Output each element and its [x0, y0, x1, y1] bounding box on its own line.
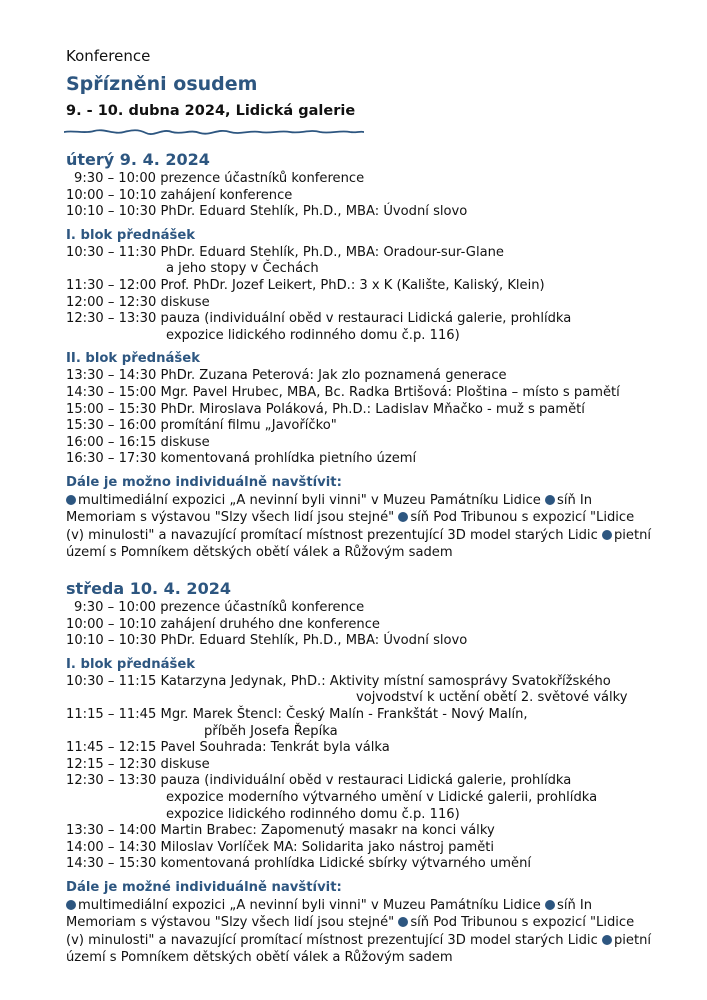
time: 13:30 – 14:00 — [66, 823, 157, 839]
time: 9:30 – 10:00 — [74, 171, 157, 186]
description: diskuse — [160, 294, 210, 310]
description: prezence účastníků konference — [160, 171, 365, 186]
bullet-icon — [398, 917, 408, 927]
schedule-row — [66, 633, 676, 650]
time: 10:00 – 10:10 — [66, 187, 157, 203]
schedule-row — [66, 311, 676, 328]
schedule-row — [66, 840, 676, 857]
extra-item: pietní území s Pomníkem dětských obětí válek a Růžovým sadem — [66, 527, 652, 561]
description-continued: expozice lidického rodinného domu č.p. 116) — [166, 806, 460, 822]
time: 12:00 – 12:30 — [66, 294, 157, 310]
time: 9:30 – 10:00 — [74, 600, 157, 615]
event-title: Spřízněni osudem — [66, 73, 258, 95]
schedule-row — [66, 773, 676, 790]
schedule-row — [66, 757, 676, 774]
time: 10:00 – 10:10 — [66, 616, 157, 632]
day-tuesday — [66, 149, 676, 562]
time: 12:15 – 12:30 — [66, 756, 157, 772]
time: 11:30 – 12:00 — [66, 277, 157, 293]
extra-item: síň In Memoriam s výstavou "Slzy všech lidí jsou stejné" — [66, 492, 593, 526]
extra-heading: Dále je možno individuálně navštívit: — [66, 474, 342, 490]
schedule-row — [66, 674, 676, 691]
bullet-icon — [602, 935, 612, 945]
block-heading: I. blok přednášek — [66, 656, 196, 672]
time: 15:00 – 15:30 — [66, 401, 157, 417]
schedule-row — [66, 451, 676, 468]
time: 14:30 – 15:30 — [66, 856, 157, 872]
time: 14:00 – 14:30 — [66, 839, 157, 855]
schedule-row — [66, 204, 676, 221]
block2-list — [66, 368, 676, 468]
block-heading: II. blok přednášek — [66, 351, 200, 367]
schedule-row — [66, 295, 676, 312]
description: pauza (individuální oběd v restauraci Lidická galerie, prohlídka — [160, 773, 572, 789]
description-continued: vojvodství k uctění obětí 2. světové války — [356, 690, 628, 706]
description: PhDr. Eduard Stehlík, Ph.D., MBA: Úvodní slovo — [160, 204, 468, 220]
schedule-row — [66, 278, 676, 295]
time: 13:30 – 14:30 — [66, 368, 157, 384]
schedule-row — [66, 418, 676, 435]
block1-list — [66, 674, 676, 873]
description: diskuse — [160, 756, 210, 772]
schedule-row — [66, 188, 676, 205]
time: 11:15 – 11:45 — [66, 706, 157, 722]
schedule-row — [66, 245, 676, 262]
description: PhDr. Eduard Stehlík, Ph.D., MBA: Úvodní slovo — [160, 633, 468, 649]
time: 10:10 – 10:30 — [66, 204, 157, 220]
description: Mgr. Pavel Hrubec, MBA, Bc. Radka Brtišová: Ploština – místo s pamětí — [160, 384, 620, 400]
schedule-row — [66, 171, 676, 188]
bullet-icon — [66, 495, 76, 505]
schedule-row — [66, 823, 676, 840]
bullet-icon — [545, 495, 555, 505]
schedule-row — [66, 368, 676, 385]
schedule-row — [66, 402, 676, 419]
schedule-row — [66, 707, 676, 724]
event-kicker: Konference — [66, 47, 151, 65]
schedule-row — [66, 617, 676, 634]
bullet-icon — [398, 512, 408, 522]
description: Pavel Souhrada: Tenkrát byla válka — [160, 740, 390, 756]
extra-item: pietní území s Pomníkem dětských obětí válek a Růžovým sadem — [66, 932, 652, 966]
extra-item: síň In Memoriam s výstavou "Slzy všech lidí jsou stejné" — [66, 897, 593, 931]
time: 11:45 – 12:15 — [66, 740, 157, 756]
time: 12:30 – 13:30 — [66, 311, 157, 327]
description: komentovaná prohlídka pietního území — [160, 451, 417, 467]
extra-list — [66, 492, 656, 562]
description: zahájení druhého dne konference — [160, 616, 380, 632]
extra-item: síň Pod Tribunou s expozicí "Lidice (v) minulosti" a navazující promítací místnost prezentující 3D model starých Lidic — [66, 510, 635, 543]
time: 16:30 – 17:30 — [66, 451, 157, 467]
extra-heading: Dále je možné individuálně navštívit: — [66, 879, 342, 895]
schedule-row — [66, 856, 676, 873]
description: Miloslav Vorlíček MA: Solidarita jako nástroj paměti — [160, 839, 495, 855]
time: 15:30 – 16:00 — [66, 418, 157, 434]
bullet-icon — [545, 900, 555, 910]
description-continued: expozice lidického rodinného domu č.p. 116) — [166, 327, 460, 343]
block1-list — [66, 245, 676, 345]
description: pauza (individuální oběd v restauraci Lidická galerie, prohlídka — [160, 311, 572, 327]
description: diskuse — [160, 434, 210, 450]
time: 10:10 – 10:30 — [66, 633, 157, 649]
time: 12:30 – 13:30 — [66, 773, 157, 789]
schedule-row — [66, 740, 676, 757]
extra-item: multimediální expozici „A nevinní byli vinni" v Muzeu Památníku Lidice — [78, 897, 541, 913]
description: PhDr. Eduard Stehlík, Ph.D., MBA: Oradour-sur-Glane — [160, 244, 504, 260]
day-title: středa 10. 4. 2024 — [66, 579, 231, 598]
block-heading: I. blok přednášek — [66, 227, 196, 243]
wave-divider — [64, 124, 364, 140]
bullet-icon — [66, 900, 76, 910]
description: Mgr. Marek Štencl: Český Malín - Frankštát - Nový Malín, — [160, 706, 528, 722]
description: komentovaná prohlídka Lidické sbírky výtvarného umění — [160, 856, 532, 872]
time: 10:30 – 11:15 — [66, 673, 157, 689]
description-continued: expozice moderního výtvarného umění v Lidické galerii, prohlídka — [166, 789, 598, 805]
time: 16:00 – 16:15 — [66, 434, 157, 450]
description: Martin Brabec: Zapomenutý masakr na konci války — [160, 823, 495, 839]
description: prezence účastníků konference — [160, 600, 365, 615]
description: PhDr. Zuzana Peterová: Jak zlo poznamená generace — [160, 368, 507, 384]
description: zahájení konference — [160, 187, 293, 203]
opening-list — [66, 171, 676, 221]
description: Katarzyna Jedynak, PhD.: Aktivity místní samosprávy Svatokřížského — [160, 673, 611, 689]
day-title: úterý 9. 4. 2024 — [66, 150, 210, 169]
day-wednesday — [66, 578, 676, 967]
description: promítání filmu „Javoříčko" — [160, 418, 337, 434]
extra-item: síň Pod Tribunou s expozicí "Lidice (v) minulosti" a navazující promítací místnost prezentující 3D model starých Lidic — [66, 915, 635, 948]
description-continued: příběh Josefa Řepíka — [204, 723, 338, 739]
time: 14:30 – 15:00 — [66, 384, 157, 400]
extra-list — [66, 897, 656, 967]
description: PhDr. Miroslava Poláková, Ph.D.: Ladislav Mňačko - muž s pamětí — [160, 401, 585, 417]
bullet-icon — [602, 530, 612, 540]
time: 10:30 – 11:30 — [66, 244, 157, 260]
description: Prof. PhDr. Jozef Leikert, PhD.: 3 x K (Kalište, Kaliský, Klein) — [160, 277, 545, 293]
extra-item: multimediální expozici „A nevinní byli vinni" v Muzeu Památníku Lidice — [78, 492, 541, 508]
schedule-row — [66, 600, 676, 617]
event-dates: 9. - 10. dubna 2024, Lidická galerie — [66, 103, 356, 119]
opening-list — [66, 600, 676, 650]
description-continued: a jeho stopy v Čechách — [166, 261, 319, 277]
schedule-row — [66, 385, 676, 402]
schedule-row — [66, 435, 676, 452]
